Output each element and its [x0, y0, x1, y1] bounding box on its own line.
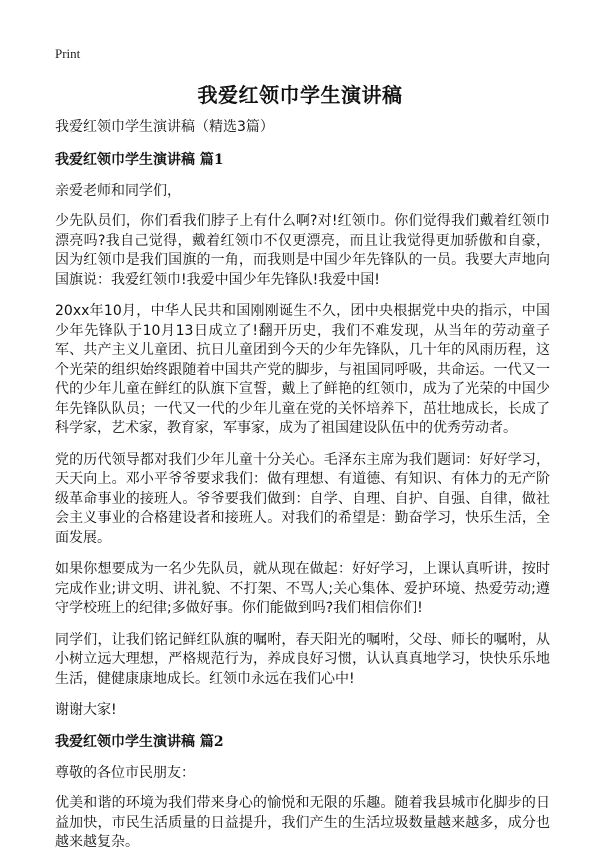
section1-paragraph-3: 党的历代领导都对我们少年儿童十分关心。毛泽东主席为我们题词：好好学习，天天向上。邓小平爷爷要求我们：做有理想、有道德、有知识、有体力的无产阶级革命事业的接班人。爷爷要我们做到：自学、自理、自护、自强、自律，做社会主义事业的合格建设者和接班人。对我们的希望是：勤奋学习，快乐生活，全面发展。	[55, 451, 550, 546]
section1-closing: 谢谢大家!	[55, 702, 117, 718]
section1-paragraph-1: 少先队员们，你们看我们脖子上有什么啊?对!红领巾。你们觉得我们戴着红领巾漂亮吗?我自己觉得，戴着红领巾不仅更漂亮，而且让我觉得更加骄傲和自豪，因为红领巾是我们国旗的一角，而我则是中国少年先锋队的一员。我要大声地向国旗说：我爱红领巾!我爱中国少年先锋队!我爱中国!	[55, 213, 550, 288]
section-heading-2: 我爱红领巾学生演讲稿 篇2	[55, 733, 224, 750]
section1-paragraph-4: 如果你想要成为一名少先队员，就从现在做起：好好学习，上课认真听讲，按时完成作业;讲文明、讲礼貌、不打架、不骂人;关心集体、爱护环境、热爱劳动;遵守学校班上的纪律;多做好事。你们能做到吗?我们相信你们!	[55, 561, 550, 616]
section2-salutation: 尊敬的各位市民朋友：	[55, 764, 195, 781]
section1-salutation: 亲爱老师和同学们，	[55, 182, 181, 199]
section1-paragraph-2: 20xx年10月，中华人民共和国刚刚诞生不久，团中央根据党中央的指示，中国少年先锋队于10月13日成立了!翻开历史，我们不难发现，从当年的劳动童子军、共产主义儿童团、抗日儿童团到今天的少年先锋队，几十年的风雨历程，这个光荣的组织始终跟随着中国共产党的脚步，与祖国同呼吸，共命运。一代又一代的少年儿童在鲜红的队旗下宣誓，戴上了鲜艳的红领巾，成为了光荣的中国少年先锋队队员；一代又一代的少年儿童在党的关怀培养下，茁壮地成长，长成了科学家，艺术家，教育家，军事家，成为了祖国建设队伍中的优秀劳动者。	[55, 303, 550, 436]
section1-paragraph-5: 同学们，让我们铭记鲜红队旗的嘱咐，春天阳光的嘱咐，父母、师长的嘱咐，从小树立远大理想，严格规范行为，养成良好习惯，认认真真地学习，快快乐乐地生活，健健康康地成长。红领巾永远在我们心中!	[55, 631, 550, 687]
print-link[interactable]: Print	[55, 46, 81, 61]
page-title: 我爱红领巾学生演讲稿	[197, 83, 403, 107]
document-subtitle: 我爱红领巾学生演讲稿（精选3篇）	[55, 119, 274, 135]
section2-paragraph-1: 优美和谐的环境为我们带来身心的愉悦和无限的乐趣。随着我县城市化脚步的日益加快，市民生活质量的日益提升，我们产生的生活垃圾数量越来越多，成分也越来越复杂。	[55, 795, 550, 850]
document-body	[55, 118, 550, 865]
section-heading-1: 我爱红领巾学生演讲稿 篇1	[55, 151, 224, 168]
